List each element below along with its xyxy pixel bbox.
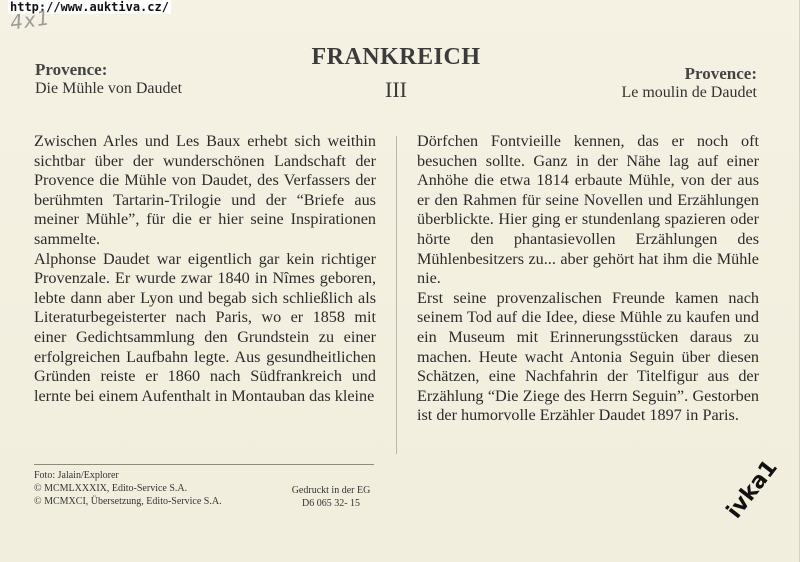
credits bbox=[34, 469, 222, 508]
card-number: III bbox=[385, 77, 407, 102]
print-code: D6 065 32- 15 bbox=[301, 498, 361, 509]
copyright-line: © MCMLXXXIX, Edito-Service S.A. bbox=[34, 483, 188, 494]
right-heading-region: Provence: bbox=[684, 64, 757, 83]
column-divider bbox=[396, 136, 397, 454]
left-heading-subject: Die Mühle von Daudet bbox=[35, 80, 183, 97]
left-heading bbox=[35, 60, 182, 99]
paragraph: Alphonse Daudet war eigentlich gar kein richtiger Provenzale. Er wurde zwar 1840 in Nîmes geboren, lebte dann aber Lyon und begab sich schließlich als Literaturbegeisterter nach Paris, wo er 1858 mit einer Gedichtsammlung den Grundstein zu einer erfolgreichen Laufbahn legte. Aus gesundheitlichen Gründen reiste er 1860 nach Südfrankreich und lernte bei einem Aufenthalt in Montauban das kleine bbox=[34, 249, 376, 405]
copyright-line: © MCMXCI, Übersetzung, Edito-Service S.A. bbox=[34, 496, 222, 507]
seller-watermark: ivka1 bbox=[722, 455, 783, 524]
paragraph: Erst seine provenzalischen Freunde kamen nach seinem Tod auf die Idee, diese Mühle zu kaufen und ein Museum mit Erinnerungsstücken daraus zu machen. Heute wacht Antonia Seguin über diesen Schätzen, eine Nachfahrin der Titelfigur aus der Erzählung “Die Ziege des Herrn Seguin”. Gestorben ist der humorvolle Erzähler Daudet 1897 in Paris. bbox=[417, 288, 759, 425]
print-info bbox=[286, 484, 376, 510]
left-heading-region: Provence: bbox=[35, 60, 108, 79]
card-title: FRANKREICH bbox=[311, 44, 481, 70]
pencil-mark: 4x1 bbox=[8, 5, 52, 35]
printed-in: Gedruckt in der EG bbox=[291, 485, 371, 496]
right-heading bbox=[621, 64, 757, 103]
text-column-right bbox=[417, 132, 759, 426]
source-url: http://www.auktiva.cz/ bbox=[10, 0, 169, 14]
credits-divider bbox=[34, 464, 374, 465]
paragraph: Dörfchen Fontvieille kennen, das er noch oft besuchen sollte. Ganz in der Nähe lag auf einer Anhöhe die etwa 1814 erbaute Mühle, von der aus er den Rahmen für seine Novellen und Erzählungen überblickte. Hier ging er stundenlang spazieren oder hörte den phantasievollen Erzählungen des Mühlenbesitzers zu... aber gehört hat ihm die Mühle nie. bbox=[417, 132, 759, 288]
paragraph: Zwischen Arles und Les Baux erhebt sich weithin sichtbar über der wunderschönen Landschaft der Provence die Mühle von Daudet, des Verfassers der berühmten Tartarin-Trilogie und der “Briefe aus meiner Mühle”, für die er hier seine Inspirationen sammelte. bbox=[34, 132, 376, 248]
text-column-left bbox=[34, 132, 376, 406]
photo-credit: Foto: Jalain/Explorer bbox=[34, 470, 119, 481]
right-heading-subject: Le moulin de Daudet bbox=[621, 84, 757, 101]
